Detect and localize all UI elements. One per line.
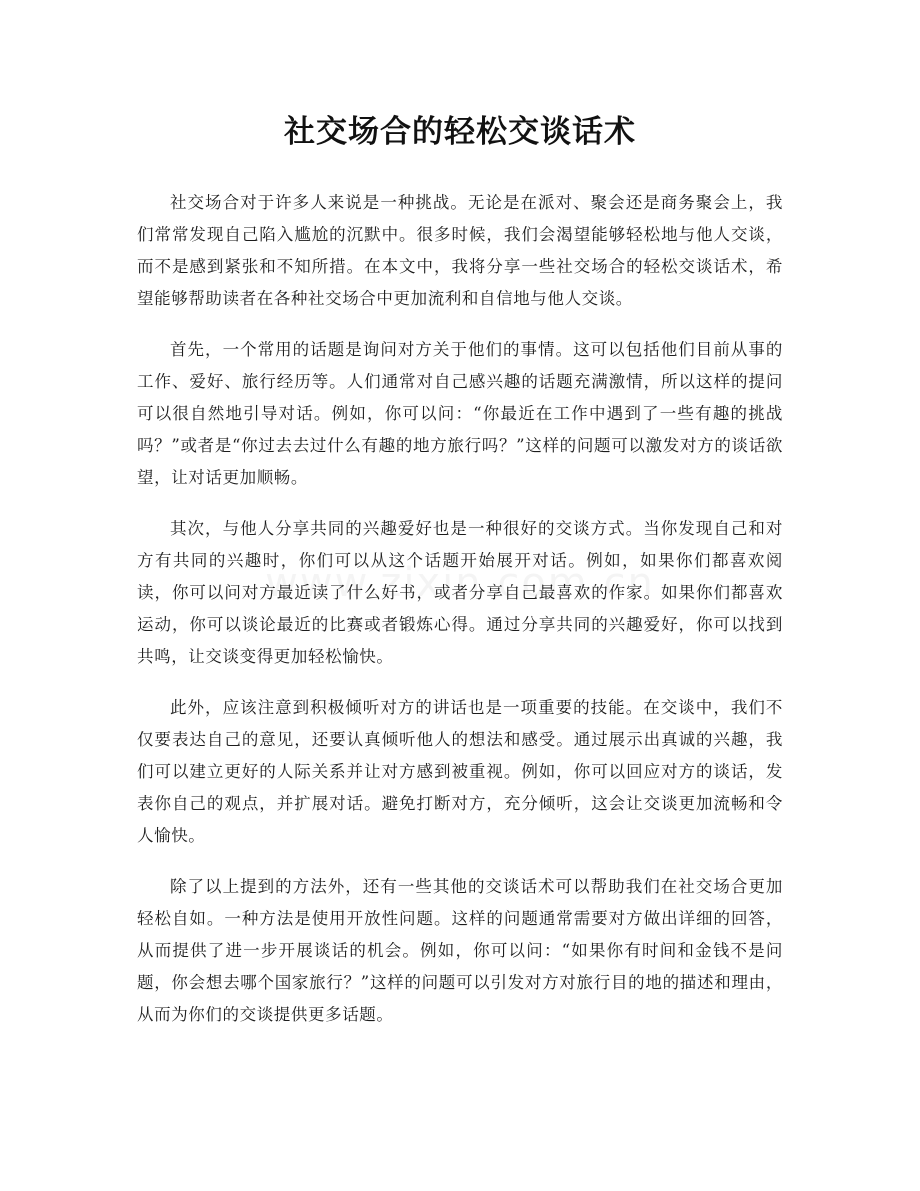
paragraph-2: 首先，一个常用的话题是询问对方关于他们的事情。这可以包括他们目前从事的工作、爱好、旅行经历等。人们通常对自己感兴趣的话题充满激情，所以这样的提问可以很自然地引导对话。例如，你可以问：“你最近在工作中遇到了一些有趣的挑战吗？”或者是“你过去去过什么有趣的地方旅行吗？”这样的问题可以激发对方的谈话欲望，让对话更加顺畅。 bbox=[137, 340, 783, 487]
paragraph-3: 其次，与他人分享共同的兴趣爱好也是一种很好的交谈方式。当你发现自己和对方有共同的兴趣时，你们可以从这个话题开始展开对话。例如，如果你们都喜欢阅读，你可以问对方最近读了什么好书，或者分享自己最喜欢的作家。如果你们都喜欢运动，你可以谈论最近的比赛或者锻炼心得。通过分享共同的兴趣爱好，你可以找到共鸣，让交谈变得更加轻松愉快。 bbox=[137, 519, 783, 666]
document-title: 社交场合的轻松交谈话术 bbox=[284, 114, 636, 150]
paragraph-4: 此外，应该注意到积极倾听对方的讲话也是一项重要的技能。在交谈中，我们不仅要表达自己的意见，还要认真倾听他人的想法和感受。通过展示出真诚的兴趣，我们可以建立更好的人际关系并让对方感到被重视。例如，你可以回应对方的谈话，发表你自己的观点，并扩展对话。避免打断对方，充分倾听，这会让交谈更加流畅和令人愉快。 bbox=[137, 698, 783, 845]
paragraph-5: 除了以上提到的方法外，还有一些其他的交谈话术可以帮助我们在社交场合更加轻松自如。一种方法是使用开放性问题。这样的问题通常需要对方做出详细的回答，从而提供了进一步开展谈话的机会。例如，你可以问：“如果你有时间和金钱不是问题，你会想去哪个国家旅行？”这样的问题可以引发对方对旅行目的地的描述和理由，从而为你们的交谈提供更多话题。 bbox=[137, 877, 783, 1024]
paragraph-1: 社交场合对于许多人来说是一种挑战。无论是在派对、聚会还是商务聚会上，我们常常发现自己陷入尴尬的沉默中。很多时候，我们会渴望能够轻松地与他人交谈，而不是感到紧张和不知所措。在本文中，我将分享一些社交场合的轻松交谈话术，希望能够帮助读者在各种社交场合中更加流利和自信地与他人交谈。 bbox=[137, 193, 783, 308]
document-body bbox=[137, 187, 783, 1050]
